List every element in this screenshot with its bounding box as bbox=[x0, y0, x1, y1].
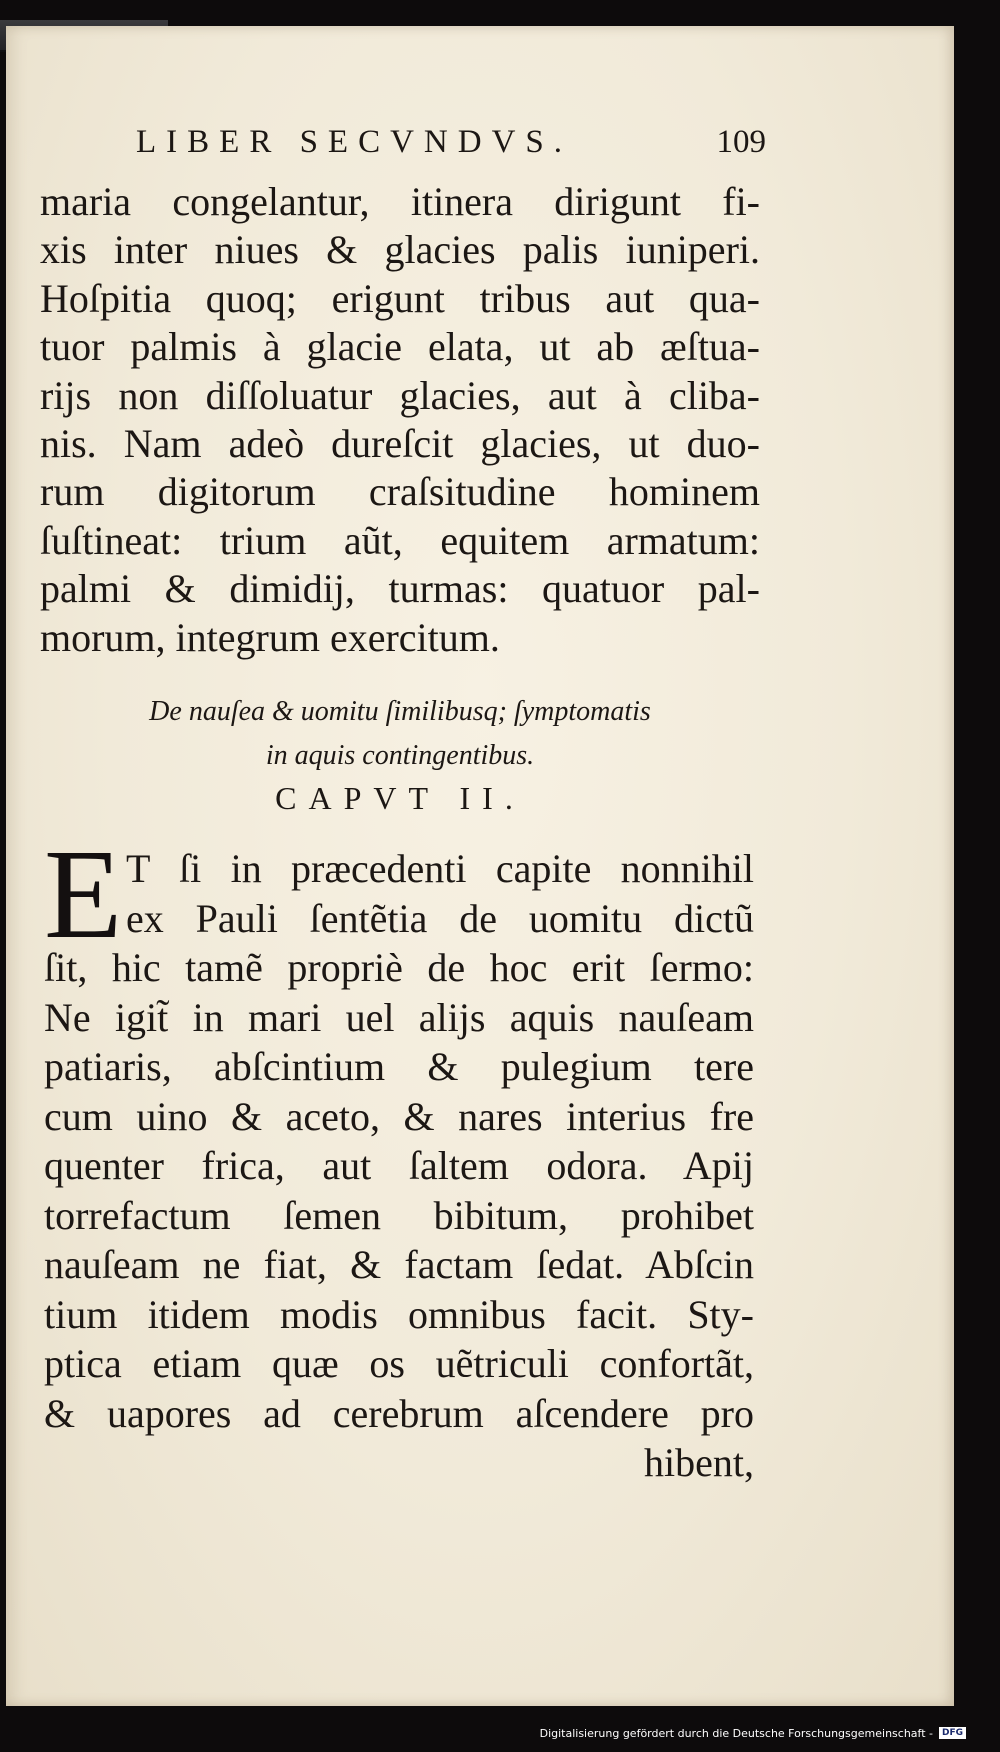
heading-line: in aquis contingentibus. bbox=[265, 740, 535, 771]
text-line: maria congelantur, itinera dirigunt fi- bbox=[40, 179, 760, 224]
text-line: cum uino & aceto, & nares interius fre bbox=[44, 1093, 754, 1139]
text-line: ſit, hic tamẽ propriè de hoc erit ſermo: bbox=[44, 945, 754, 990]
text-line: ſuſtineat: trium aũt, equitem armatum: bbox=[40, 517, 760, 563]
credit-text: Digitalisierung gefördert durch die Deutsche Forschungsgemeinschaft - bbox=[539, 1726, 933, 1740]
digitization-credit bbox=[540, 1724, 966, 1742]
chapter-text bbox=[44, 823, 754, 1488]
dfg-logo-icon: DFG bbox=[939, 1727, 966, 1739]
text-line: tium itidem modis omnibus facit. Sty- bbox=[44, 1291, 754, 1337]
text-line: rijs non diſſoluatur glacies, aut à cliba- bbox=[40, 372, 760, 418]
text-line: ptica etiam quæ os uẽtriculi confortãt, bbox=[44, 1341, 754, 1386]
text-line: ex Pauli ſentẽtia de uomitu dictũ bbox=[126, 895, 754, 941]
text-line: palmi & dimidij, turmas: quatuor pal- bbox=[40, 566, 760, 612]
text-line: patiaris, abſcintium & pulegium tere bbox=[44, 1044, 754, 1089]
text-line: Hoſpitia quoq; erigunt tribus aut qua- bbox=[40, 275, 760, 321]
text-line: & uapores ad cerebrum aſcendere pro bbox=[44, 1390, 754, 1436]
text-line: tuor palmis à glacie elata, ut ab æſtua- bbox=[40, 324, 760, 370]
text-line: nis. Nam adeò dureſcit glacies, ut duo- bbox=[40, 421, 760, 467]
text-line: nauſeam ne fiat, & factam ſedat. Abſcin bbox=[44, 1242, 754, 1287]
text-line: rum digitorum craſsitudine hominem bbox=[40, 469, 760, 515]
running-head: LIBER SECVNDVS. bbox=[136, 124, 573, 160]
heading-line: De nauſea & uomitu ſimilibusq; ſymptomatis bbox=[149, 696, 651, 727]
drop-cap-initial: E bbox=[44, 823, 123, 965]
page-header bbox=[136, 124, 766, 174]
text-line: quenter frica, aut ſaltem odora. Apij bbox=[44, 1143, 754, 1188]
text-line: xis inter niues & glacies palis iuniperi. bbox=[40, 227, 760, 273]
continued-text bbox=[40, 178, 760, 662]
book-page bbox=[6, 26, 954, 1706]
catchword: hibent, bbox=[644, 1440, 754, 1485]
text-line: Ne igit̃ in mari uel alijs aquis nauſeam bbox=[44, 994, 754, 1040]
page-number: 109 bbox=[716, 124, 766, 160]
chapter-title: CAPVT II. bbox=[275, 780, 525, 816]
section-heading bbox=[40, 690, 760, 778]
text-line: torrefactum ſemen bibitum, prohibet bbox=[44, 1192, 754, 1238]
text-line: morum, integrum exercitum. bbox=[40, 614, 500, 660]
text-line: T ſi in præcedenti capite nonnihil bbox=[126, 846, 754, 891]
